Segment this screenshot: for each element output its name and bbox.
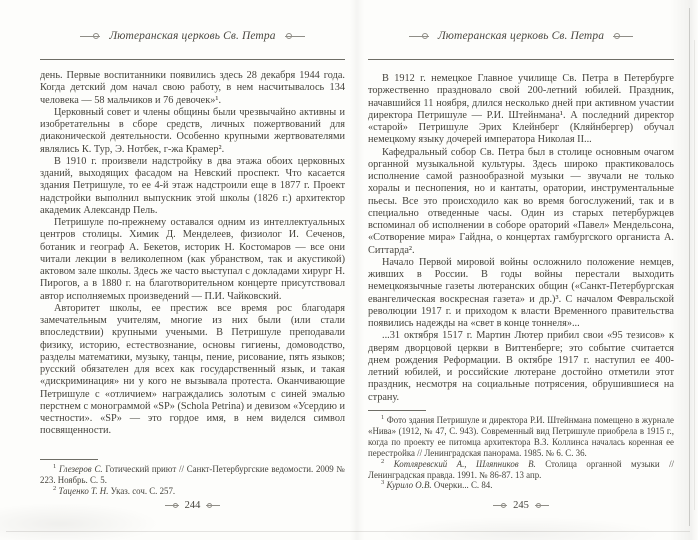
- footnote: [368, 415, 674, 459]
- right-page: [368, 0, 674, 540]
- footnote-text: Столица органной музыки // Ленинградская правда. 1991. № 86-87. 13 апр.: [368, 458, 675, 480]
- footnote-separator: [40, 459, 98, 460]
- footnote: [40, 486, 345, 497]
- paragraph: В 1912 г. немецкое Главное училище Св. Петра в Петербурге торжественно праздновало свой 200-летний юбилей. Праздник, начавшийся 11 ноября, длился несколько дней при активном участии директора Петришуле — Р.И. Штейнмана¹. А последний директор «старой» Петришуле Эрих Клейнберг (Кляйнбергер) обучал немецкому языку дочерей императора Николая II...: [368, 73, 674, 146]
- paragraph: Авторитет школы, ее престиж все время рос благодаря замечательным учителям, многие из них были (или стали впоследствии) крупными учеными. В Петришуле преподавали физику, историю, естествознание, основы гигиены, домоводство, разделы математики, музыку, танцы, пение, рисование, пять языков; русский обязателен для всех как государственный язык, и такая «дискриминация» ни у кого не вызывала протеста. Оканчивающие Петришуле с «отличием» награждались золотым с синей эмалью перстнем с монограммой «SP» (Schola Petrina) и девизом «Усердию и честности». «SP» — это гордое имя, в нем виделся символ посвященности.: [40, 302, 345, 437]
- right-running-head: [368, 30, 674, 44]
- right-page-number: [368, 500, 674, 513]
- footnote-separator: [368, 410, 426, 411]
- ornament-icon: [493, 502, 507, 510]
- ornament-icon: [285, 32, 305, 41]
- ornament-icon: [80, 32, 100, 41]
- left-page-number: [40, 500, 345, 513]
- paragraph: Церковный совет и члены общины были чрезвычайно активны и изобретательны в сборе средств, личных пожертвований для диаконической деятельности. Особенно крупными жертвователями являлись К. Тур, Э. Нотбек, г-жа Крамер².: [40, 106, 345, 155]
- page-edge-line: [6, 531, 690, 532]
- footnote-text: Очерки... С. 84.: [431, 480, 493, 491]
- footnote-text: Фото здания Петришуле и директора Р.И. Штейнмана помещено в журнале «Нива» (1912, № 47, С. 943). Современный вид Петришуле приобрела в 1915 г., когда по проекту ее питомца архитектора В.З. Коллинса началась коренная ее перестройка // Ленинградская панорама. 1985. № 6. С. 36.: [368, 415, 674, 458]
- book-gutter-shadow: [350, 0, 364, 540]
- footnote-author: Котляревский А., Шляпников В.: [393, 458, 536, 469]
- paragraph: Петришуле по-прежнему оставался одним из интеллектуальных центров столицы. Химик Д. Менделеев, физиолог И. Сеченов, ботаник и географ А. Бекетов, историк Н. Костомаров — все они читали лекции в великолепном (как убранством, так и акустикой) актовом зале школы. Здесь же часто выступал с докладами хирург Н. Пирогов, а в 1880 г. на благотворительном концерте присутствовал автор исполняемых произведений — П.И. Чайковский.: [40, 217, 345, 302]
- left-page-footnotes: [40, 459, 345, 497]
- header-rule: [40, 59, 345, 60]
- left-page-body: [40, 70, 345, 438]
- footnote-text: Готический приют // Санкт-Петербургские ведомости. 2009 № 223. Ноябрь. С. 5.: [40, 464, 346, 485]
- left-running-head: [40, 30, 345, 44]
- right-page-body: [368, 73, 674, 404]
- footnote-marker: 2: [381, 457, 385, 465]
- ornament-icon: [206, 502, 220, 510]
- running-title: Лютеранская церковь Св. Петра: [109, 30, 276, 42]
- ornament-icon: [165, 502, 179, 510]
- paragraph: Кафедральный собор Св. Петра был в столице основным очагом органной музыкальной культуры. Здесь широко практиковалось исполнение самой разнообразной музыки — звучали не только хоралы и песнопения, но и кантаты, оратории, инструментальные пьесы. Все это происходило как во время богослужений, так и в специально отведенные часы. Один из старых петербуржцев вспоминал об исполнении в соборе ораторий «Павел» Мендельсона, «Сотворение мира» Гайдна, о концертах гамбургского органиста А. Ситтарда².: [368, 146, 674, 256]
- footnote-author: Таценко Т. Н.: [58, 485, 109, 496]
- footnote-marker: 3: [381, 479, 385, 487]
- ornament-icon: [535, 502, 549, 510]
- footnote: [368, 480, 674, 491]
- paragraph: В 1910 г. произвели надстройку в два этажа обоих церковных зданий, выходящих фасадом на Невский проспект. Что касается здания Петришуле, то ее 4-й этаж надстроили еще в 1877 г. Проект надстройки выполнил выпускник этой школы (1826 г.) архитектор академик Александр Пель.: [40, 155, 345, 216]
- page-edge-line: [689, 8, 690, 526]
- running-title: Лютеранская церковь Св. Петра: [437, 30, 605, 42]
- footnote-author: Глезеров С.: [59, 464, 103, 474]
- left-page: [40, 0, 345, 540]
- ornament-icon: [409, 32, 429, 41]
- paragraph: день. Первые воспитанники появились здесь 28 декабря 1944 года. Когда детский дом начал свою работу, в нем насчитывалось 134 человека — 58 мальчиков и 76 девочек»¹.: [40, 70, 345, 106]
- ornament-icon: [613, 32, 633, 41]
- footnote-marker: 2: [53, 484, 57, 492]
- page-edge-line: [694, 40, 695, 510]
- footnote-marker: 1: [53, 463, 57, 471]
- header-rule: [368, 59, 674, 60]
- footnote-marker: 1: [381, 414, 385, 422]
- footnote-text: Указ. соч. С. 257.: [108, 485, 176, 496]
- footnote: [40, 464, 345, 486]
- paragraph: Начало Первой мировой войны осложнило положение немцев, живших в России. В годы войны перестали выходить немецкоязычные газеты лютеранских общин («Санкт-Петербургская евангелическая воскресная газета» и др.)³. С началом Февральской революции 1917 г. и приходом к власти Временного правительства появились надежды на «свет в конце тоннеля»...: [368, 256, 674, 329]
- paragraph: ...31 октября 1517 г. Мартин Лютер прибил свои «95 тезисов» к дверям дворцовой церкви в Виттенберге; это событие считается днем рождения Реформации. В октябре 1917 г. наступил ее 400-летний юбилей, и российские лютеране достойно отметили этот праздник, несмотря на социальные потрясения, обрушившиеся на страну.: [368, 330, 674, 403]
- footnote: [368, 459, 674, 481]
- right-page-footnotes: [368, 410, 674, 491]
- footnote-author: Курило О.В.: [386, 480, 432, 491]
- page-number: 244: [184, 500, 201, 511]
- page-number: 245: [513, 500, 529, 511]
